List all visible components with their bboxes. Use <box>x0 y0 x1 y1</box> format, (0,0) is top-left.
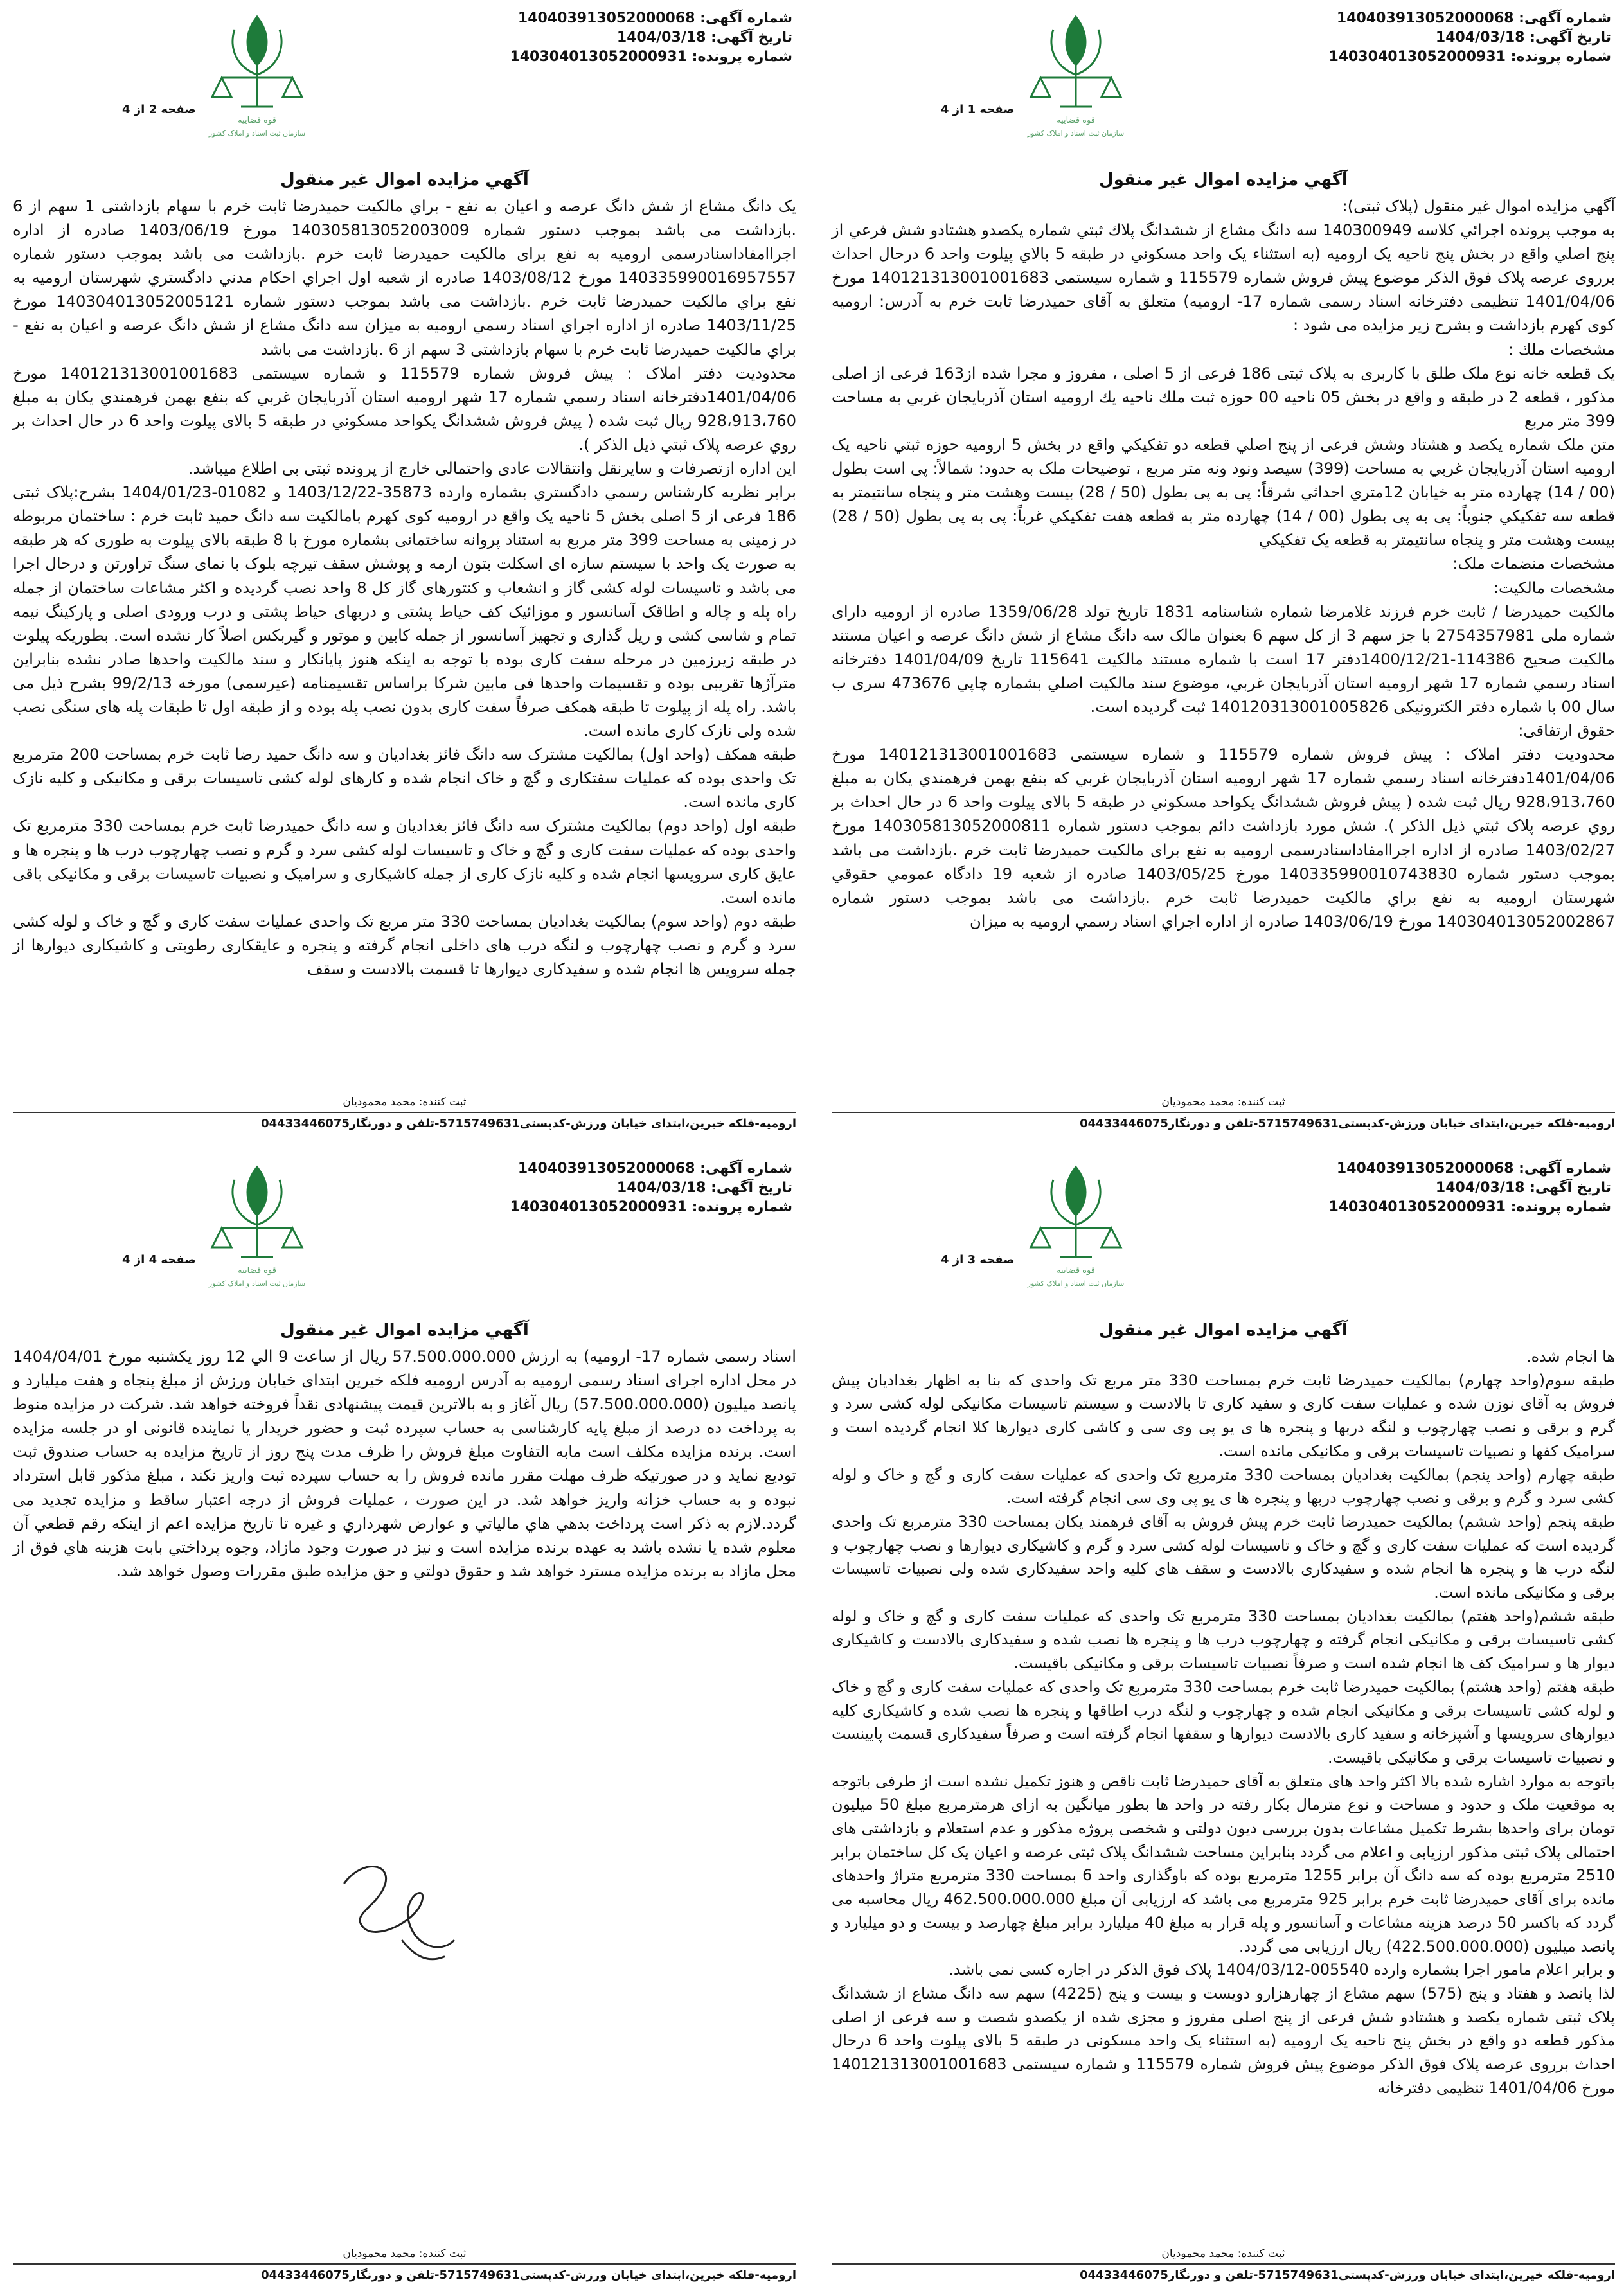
signer: ثبت کننده: محمد محموديان <box>343 2247 467 2260</box>
paragraph: مشخصات منضمات ملک: <box>1452 555 1615 573</box>
notice-title: آگهي مزايده اموال غير منقول <box>1099 170 1348 190</box>
paragraph: طبقه اول (واحد دوم) بمالکیت مشترک سه دانگ فائز بغدادیان و سه دانگ حمیدرضا ثابت خرم بمساحت 330 مترمربع تک واحدی بوده که عملیات سفت کاری و گچ و خاک و تاسیسات لوله کشی سرد و گرم و نصب چهارچوب درب ها و پنجره ها و عایق کاری سرویسها انجام شده و کلیه نازک کاری از جمله کاشیکاری و سرامیک و نصبیات تاسیسات برقی و مکانیکی باقی مانده است. <box>13 817 797 907</box>
office-address: ارومیه-فلکه خیرین،ابتدای خیابان ورزش-کدپستی5715749631-تلفن و دورنگار04433446075 <box>261 1117 796 1130</box>
paragraph: آگهي مزايده اموال غير منقول (پلاک ثبتی): <box>1342 197 1615 215</box>
notice-body <box>832 1345 1615 2100</box>
notice-page-3 <box>823 1150 1624 2289</box>
judiciary-emblem-icon <box>183 4 331 142</box>
svg-text:قوه قضاییه: قوه قضاییه <box>1057 116 1095 125</box>
page-number: صفحه 1 از 4 <box>941 103 1015 116</box>
paragraph: به موجب پرونده اجرائي کلاسه 140300949 سه دانگ مشاع از ششدانگ پلاك ثبتي شماره يكصدو هشتادو شش فرعي از پنج اصلي واقع در بخش پنج ناحيه يک اروميه (به استثناء يک واحد مسکوني در طبقه 5 بالاي پيلوت واحد 6 درحال احداث برروی عرصه پلاک فوق الذکر موضوع پیش فروش شماره 115579 و شماره سیستمی 140121313001001683 مورخ 1401/04/06 تنظیمی دفترخانه اسناد رسمی شماره 17- ارومیه) متعلق به آقای حمیدرضا ثابت خرم به آدرس: ارومیه کوی کهرم بازداشت و بشرح زیر مزایده می شود : <box>832 221 1616 335</box>
notice-page-2 <box>4 0 805 1137</box>
file-number: 140304013052000931 <box>1328 1199 1506 1215</box>
office-address: ارومیه-فلکه خیرین،ابتدای خیابان ورزش-کدپستی5715749631-تلفن و دورنگار04433446075 <box>261 2268 796 2282</box>
page-header <box>832 1150 1615 1321</box>
paragraph: طبقه چهارم (واحد پنجم) بمالکیت بغدادیان بمساحت 330 مترمربع تک واحدی که عملیات سفت کاری و گچ و خاک و لوله کشی سرد و گرم و برقی و نصب چهارچوب دربها و پنجره ها ی یو پی وی سی انجام گرفته است. <box>832 1465 1615 1508</box>
office-address: ارومیه-فلکه خیرین،ابتدای خیابان ورزش-کدپستی5715749631-تلفن و دورنگار04433446075 <box>1080 2268 1615 2282</box>
page-number: صفحه 3 از 4 <box>941 1253 1015 1267</box>
notice-body <box>13 1345 796 1583</box>
signer: ثبت کننده: محمد محموديان <box>1161 1096 1285 1109</box>
notice-date: 1404/03/18 <box>1435 1180 1525 1196</box>
notice-page-4 <box>4 1150 805 2289</box>
notice-number: 140403913052000068 <box>1336 10 1514 26</box>
handwritten-signature-icon <box>325 1844 473 1973</box>
paragraph: ها انجام شده. <box>1526 1348 1615 1366</box>
notice-meta: شماره آگهی: 140403913052000068 تاریخ آگهی: 1404/03/18 شماره پرونده: 140304013052000931 <box>510 10 792 65</box>
svg-text:قوه قضاییه: قوه قضاییه <box>1057 1266 1095 1276</box>
file-number: 140304013052000931 <box>1328 49 1506 65</box>
paragraph: طبقه سوم(واحد چهارم) بمالکیت حمیدرضا ثابت خرم بمساحت 330 متر مربع تک واحدی که بنا به اظهار بغدادیان پیش فروش به آقای نوزن شده و عملیات سفت کاری و سفید کاری تا بالادست و سیستم تاسیسات مکانیکی لوله کشی سرد و گرم و برقی و نصب چهارچوب و لنگه دربها و پنجره ها ی یو پی وی سی و کاشی کاری دیوارها کلا انجام گردیده است و سرامیک کفها و نصبیات تاسیسات برقی و مکانیکی مانده است. <box>832 1371 1615 1460</box>
paragraph: مالکيت حميدرضا / ثابت خرم فرزند غلامرضا شماره شناسنامه 1831 تاريخ تولد 1359/06/28 صادره از اروميه دارای شماره ملی 2754357981 با جز سهم 3 از کل سهم 6 بعنوان مالک سه دانگ مشاع از شش دانگ عرصه و اعيان مستند مالکيت صحيح 114386-1400/12/21دفتر 17 است با شماره مستند مالکيت 115641 تاريخ 1401/04/09 دفترخانه اسناد رسمي شماره 17 شهر اروميه استان آذربايجان غربي، موضوع سند مالکيت اصلي بشماره چاپي 473676 سری ب سال 00 با شماره دفتر الکترونيکی 140120313001005826 ثبت گرديده است. <box>832 602 1616 716</box>
paragraph: متن ملک شماره يکصد و هشتاد وشش فرعی از پنج اصلي قطعه دو تفکيکي واقع در بخش 5 اروميه حوزه ثبتي ناحيه يک اروميه استان آذربايجان غربي به مساحت (399) سيصد ونود ونه متر مربع ، توضيحات ملک به حدود: شمالاً: پی است بطول (00 / 14) چهارده متر به خيابان 12متري احداثي شرقاً: پی به پی بطول (50 / 28) بيست وهشت متر و پنجاه سانتيمتر به قطعه سه تفکيکي جنوباً: پی به پی بطول (00 / 14) چهارده متر به قطعه هفت تفکيکي غرباً: پی به پی بطول (50 / 28) بيست وهشت متر و پنجاه سانتيمتر به قطعه يک تفکيکي <box>832 435 1616 549</box>
paragraph: طبقه ششم(واحد هفتم) بمالکیت بغدادیان بمساحت 330 مترمربع تک واحدی که عملیات سفت کاری و گچ و خاک و لوله کشی تاسیسات برقی و مکانیکی انجام گرفته و چهارچوب درب ها و پنجره ها نصب شده و سفیدکاری بالادست و کاشیکاری دیوار ها و سرامیک کف ها انجام شده است و صرفاً نصبیات تاسیسات برقی و مکانیکی باقیست. <box>832 1607 1615 1673</box>
notice-title: آگهي مزايده اموال غير منقول <box>1099 1321 1348 1340</box>
notice-body <box>13 195 796 981</box>
page-number: صفحه 4 از 4 <box>122 1253 196 1267</box>
svg-text:سازمان ثبت اسناد و املاک کشور: سازمان ثبت اسناد و املاک کشور <box>1027 129 1125 138</box>
paragraph: محدوديت دفتر املاک : پيش فروش شماره 115579 و شماره سيستمی 140121313001001683 مورخ 1401/04/06دفترخانه اسناد رسمي شماره 17 شهر اروميه استان آذربايجان غربي كه بنفع بهمن فرهمندي يكان به مبلغ 928،913،760 ريال ثبت شده ( پيش فروش ششدانگ يکواحد مسکوني در طبقه 5 بالای پيلوت واحد 6 در حال احداث بر روي عرصه پلاک ثبتي ذيل الذکر ). شش مورد بازداشت دائم بموجب دستور شماره 140305813052000811 مورخ 1403/02/27 صادره از اداره اجراامفاداسنادرسمی اروميه به نفع برای مالکيت حميدرضا ثابت خرم .بازداشت می باشد بموجب دستور شماره 140335990010743830 مورخ 1403/05/25 صادره از شعبه 19 دادگاه عمومي حقوقي شهرستان اروميه به نفع براي مالکيت حميدرضا ثابت خرم .بازداشت می باشد بموجب دستور شماره 140304013052002867 مورخ 1403/06/19 صادره از اداره اجراي اسناد رسمي اروميه به ميزان <box>832 745 1616 931</box>
notice-number: 140403913052000068 <box>517 10 695 26</box>
paragraph: يک دانگ مشاع از شش دانگ عرصه و اعيان به نفع - براي مالکيت حميدرضا ثابت خرم با سهام بازداشتی 1 سهم از 6 .بازداشت می باشد بموجب دستور شماره 140305813052003009 مورخ 1403/06/19 صادره از اداره اجراامفاداسنادرسمی اروميه به نفع برای مالکيت حميدرضا ثابت خرم .بازداشت می باشد بموجب دستور شماره 140335990016957557 مورخ 1403/08/12 صادره از شعبه اول اجراي احکام مدني دادگستري شهرستان اروميه به نفع براي مالکيت حميدرضا ثابت خرم .بازداشت می باشد بموجب دستور شماره 140304013052005121 مورخ 1403/11/25 صادره از اداره اجراي اسناد رسمي اروميه به ميزان سه دانگ مشاع از شش دانگ عرصه و اعيان به نفع - براي مالکيت حميدرضا ثابت خرم با سهام بازداشتی 3 سهم از 6 .بازداشت می باشد <box>13 197 797 359</box>
judiciary-emblem-icon <box>1002 1154 1150 1292</box>
notice-number: 140403913052000068 <box>517 1161 695 1177</box>
svg-text:قوه قضاییه: قوه قضاییه <box>238 1266 276 1276</box>
file-number: 140304013052000931 <box>510 1199 687 1215</box>
footer-divider <box>13 1112 796 1113</box>
footer-divider <box>832 2263 1615 2265</box>
notice-page-1 <box>823 0 1624 1137</box>
signer: ثبت کننده: محمد محموديان <box>1161 2247 1285 2260</box>
notice-date: 1404/03/18 <box>1435 30 1525 46</box>
paragraph: مشخصات ملك : <box>1508 340 1615 359</box>
footer-divider <box>13 2263 796 2265</box>
paragraph: طبقه همکف (واحد اول) بمالکیت مشترک سه دانگ فائز بغدادیان و سه دانگ حمید رضا ثابت خرم بمساحت 200 مترمربع تک واحدی بوده که عملیات سفتکاری و گچ و خاک انجام شده و کارهای لوله کشی تاسیسات برقی و مکانیکی و کلیه نازک کاری مانده است. <box>13 745 796 812</box>
signer: ثبت کننده: محمد محموديان <box>343 1096 467 1109</box>
page-header <box>13 0 796 170</box>
paragraph: برابر نظریه کارشناس رسمي دادگستري بشماره وارده 35873-1403/12/22 و 01082-1404/01/23 بشرح:پلاک ثبتی 186 فرعی از 5 اصلی بخش 5 ناحیه یک واقع در ارومیه کوی کهرم بامالکیت سه دانگ حمید ثابت خرم : ساختمان مربوطه در زمینی به مساحت 399 متر مربع به استناد پروانه ساختمانی بشماره مورخ با 8 طبقه بالای پیلوت به طوری که هر طبقه به صورت یک واحد با سیستم سازه ای اسکلت بتون ارمه و پوشش سقف تیرچه بلوک با نمای سنگ تراورتن و درحال اجرا می باشد و تاسیسات لوله کشی گاز و انشعاب و کنتورهای گاز کل 8 واحد نصب گردیده و اکثر مشاعات ساختمان از جمله راه پله و چاله و اطاقک آسانسور و موزائیک کف حیاط پشتی و دربهای حیاط پشتی و درب ورودی اصلی و پارکینگ نیمه تمام و شاسی کشی و ریل گذاری و تجهیز آسانسور از جمله کابین و موتور و گیربکس اصلاً کار نشده است. بطوریکه پیلوت در طبقه زیرزمین در مرحله سفت کاری بوده با توجه به اینکه هنوز پایانکار و سند مالکیت واحدها صادر نشده بنابراین مترآژها تقریبی بوده و تقسیمات واحدها فی مابین شرکا براساس تقسیمنامه (عیرسمی) مورخه 99/2/13 بشرح ذیل می باشد. راه پله از پیلوت تا طبقه همکف صرفاً سفت کاری بدون نصب پله بوده و از طبقه اول تا طبقات پله های سنگی نصب شده ولی نازک کاری مانده است. <box>13 483 796 740</box>
notice-meta: شماره آگهی: 140403913052000068 تاریخ آگهی: 1404/03/18 شماره پرونده: 140304013052000931 <box>1328 1161 1611 1215</box>
paragraph: اسناد رسمی شماره 17- ارومیه) به ارزش 57.500.000.000 ریال از ساعت 9 الي 12 روز يکشنبه مورخ 1404/04/01 در محل اداره اجرای اسناد رسمی ارومیه به آدرس ارومیه فلکه خیرین ابتدای خیابان ورزش از مبلغ پنجاه و هفت ميليارد و پانصد ميليون (57.500.000.000) ريال آغاز و به بالاترين قيمت پيشنهادی نقداً فروخته خواهد شد. شرکت در مزایده منوط به پرداخت ده درصد از مبلغ پایه کارشناسی به حساب سپرده ثبت و حضور خریدار یا نماینده قانونی او در جلسه مزایده است. برنده مزایده مکلف است مابه التفاوت مبلغ فروش را ظرف مدت پنج روز از تاریخ مزایده به حساب صندوق ثبت تودیع نماید و در صورتیکه ظرف مهلت مقرر مانده فروش را به حساب سپرده ثبت واریز نکند ، مبلغ مذکور قابل استرداد نبوده و به حساب خزانه واریز خواهد شد. در این صورت ، عملیات فروش از درجه اعتبار ساقط و مزایده تجدید می گردد.لازم به ذکر است پرداخت بدهي هاي مالياتي و عوارض شهرداري و غيره تا تاريخ مزايده اعم از اينکه رقم قطعي آن معلوم شده يا نشده باشد به عهده برنده مزايده است و نيز در صورت وجود مازاد، وجوه پرداختي بابت هزينه هاي فوق از محل مازاد به برنده مزايده مسترد خواهد شد و حقوق دولتي و حق مزايده طبق مقررات وصول خواهد شد. <box>13 1348 797 1580</box>
paragraph: مشخصات مالکيت: <box>1493 578 1615 597</box>
notice-meta: شماره آگهی: 140403913052000068 تاریخ آگهی: 1404/03/18 شماره پرونده: 140304013052000931 <box>1328 10 1611 65</box>
svg-text:سازمان ثبت اسناد و املاک کشور: سازمان ثبت اسناد و املاک کشور <box>1027 1279 1125 1288</box>
page-header <box>13 1150 796 1321</box>
page-footer <box>13 1094 796 1132</box>
judiciary-emblem-icon <box>1002 4 1150 142</box>
notice-body <box>832 195 1615 934</box>
notice-date: 1404/03/18 <box>616 1180 706 1196</box>
file-number: 140304013052000931 <box>510 49 687 65</box>
office-address: ارومیه-فلکه خیرین،ابتدای خیابان ورزش-کدپستی5715749631-تلفن و دورنگار04433446075 <box>1080 1117 1615 1130</box>
notice-number: 140403913052000068 <box>1336 1161 1514 1177</box>
page-number: صفحه 2 از 4 <box>122 103 196 116</box>
notice-meta: شماره آگهی: 140403913052000068 تاریخ آگهی: 1404/03/18 شماره پرونده: 140304013052000931 <box>510 1161 792 1215</box>
paragraph: حقوق ارتفاقی: <box>1518 722 1615 740</box>
notice-date: 1404/03/18 <box>616 30 706 46</box>
footer-divider <box>832 1112 1615 1113</box>
paragraph: طبقه هفتم (واحد هشتم) بمالکیت حمیدرضا ثابت خرم بمساحت 330 مترمربع تک واحدی که عملیات سفت کاری و گچ و خاک و لوله کشی تاسیسات برقی و مکانیکی انجام شده و چهارچوب و لنگه درب اطاقها و پنجره ها نصب شده و کاشیکاری کلیه دیوارهای سرویسها و آشپزخانه و سفید کاری بالادست دیوارها و سقفها انجام گرفته است و صرفاً سفیدکاری قسمت پایینست و نصبیات تاسیسات برقی و مکانیکی باقیست. <box>832 1677 1615 1767</box>
paragraph: طبقه دوم (واحد سوم) بمالکیت بغدادیان بمساحت 330 متر مربع تک واحدی عملیات سفت کاری و گچ و خاک و لوله کشی سرد و گرم و نصب چهارچوب و لنگه درب های داخلی انجام گرفته و پنجره و عایقکاری رطوبتی و کاشیکاری دیوارها از جمله سرویس ها انجام شده و سفیدکاری دیوارها تا قسمت بالادست و سقف <box>13 912 796 978</box>
svg-text:قوه قضاییه: قوه قضاییه <box>238 116 276 125</box>
notice-title: آگهي مزايده اموال غير منقول <box>280 170 529 190</box>
svg-text:سازمان ثبت اسناد و املاک کشور: سازمان ثبت اسناد و املاک کشور <box>208 1279 306 1288</box>
paragraph: طبقه پنجم (واحد ششم) بمالکیت حمیدرضا ثابت خرم پیش فروش به آقای فرهمند یکان بمساحت 330 مترمربع تک واحدی گردیده است که عملیات سفت کاری و گچ و خاک و تاسیسات لوله کشی سرد و گرم و کاشیکاری دیوارها و نصب چهارچوب و لنگه درب ها و پنجره ها انجام شده و سفیدکاری بالادست و سقف های کلیه واحد سفیدکاری شده ولی نصبیات تاسیسات برقی و مکانیکی مانده است. <box>832 1512 1615 1602</box>
svg-text:سازمان ثبت اسناد و املاک کشور: سازمان ثبت اسناد و املاک کشور <box>208 129 306 138</box>
notice-title: آگهي مزايده اموال غير منقول <box>280 1321 529 1340</box>
page-footer <box>13 2245 796 2284</box>
paragraph: این اداره ازتصرفات و سایرنقل وانتقالات عادی واحتمالی خارج از پرونده ثبتی بی اطلاع میباشد. <box>188 459 796 478</box>
page-footer <box>832 1094 1615 1132</box>
page-footer <box>832 2245 1615 2284</box>
paragraph: لذا پانصد و هفتاد و پنج (575) سهم مشاع از چهارهزارو دویست و بیست و پنج (4225) سهم سه دانگ مشاع از ششدانگ پلاک ثبتی شماره یکصد و هشتادو شش فرعی از پنج اصلی مفروز و مجزی شده از یکصدو شصت و سه فرعی از اصلی مذکور قطعه دو واقع در بخش پنج ناحیه یک ارومیه (به استثناء یک واحد مسکونی در طبقه 5 بالای پیلوت واحد 6 درحال احداث برروی عرصه پلاک فوق الذکر موضوع پیش فروش شماره 115579 و شماره سیستمی 140121313001001683 مورخ 1401/04/06 تنظیمی دفترخانه <box>832 1984 1616 2097</box>
judiciary-emblem-icon <box>183 1154 331 1292</box>
paragraph: يک قطعه خانه نوع ملک طلق با کاربری به پلاک ثبتی 186 فرعی از 5 اصلی ، مفروز و مجرا شده از163 فرعی از اصلی مذکور ، قطعه 2 در طبقه و واقع در بخش 05 ناحیه 00 حوزه ثبت ملك ناحيه يك اروميه استان آذربايجان غربي به مساحت 399 متر مربع <box>832 364 1615 430</box>
paragraph: و برابر اعلام مامور اجرا بشماره وارده 005540-1404/03/12 پلاک فوق الذکر در اجاره کسی نمی باشد. <box>949 1961 1615 1979</box>
paragraph: باتوجه به موارد اشاره شده بالا اکثر واحد های متعلق به آقای حمیدرضا ثابت ناقص و هنوز تکمیل نشده است از طرفی باتوجه به موقعیت ملک و حدود و مساحت و نوع مترمال بکار رفته در واحد ها بطور میانگین به ازای هرمترمربع مبلغ 50 میلیون تومان برای واحدها بشرط تکمیل مشاعات بدون بررسی دیون دولتی و شخصی پروژه مذکور و عدم استعلام و بازداشتی های احتمالی پلاک ثبتی مذکور ارزیابی و اعلام می گردد بنابراین مساحت ششدانگ پلاک ثبتی عرصه و اعیان یک کل ساختمان برابر 2510 مترمربع بوده که سه دانگ آن برابر 1255 مترمربع بوده که باوگذاری واحد 6 بمساحت 330 مترمربع متراژ واحدهای مانده برای آقای حمیدرضا ثابت خرم برابر 925 مترمربع می باشد که ارزیابی آن مبلغ 462.500.000.000 ريال محاسبه می گردد که باکسر 50 درصد هزینه مشاعات و آسانسور و پله قرار به مبلغ 40 میلیارد برابر مبلغ چهارصد و بیست و دو میلیارد و پانصد میلیون (422.500.000.000) ريال ارزیابی می گردد. <box>832 1772 1616 1955</box>
paragraph: محدوديت دفتر املاک : پيش فروش شماره 115579 و شماره سيستمی 140121313001001683 مورخ 1401/04/06دفترخانه اسناد رسمي شماره 17 شهر اروميه استان آذربايجان غربي كه بنفع بهمن فرهمندي يكان به مبلغ 928،913،760 ريال ثبت شده ( پيش فروش ششدانگ يکواحد مسکوني در طبقه 5 بالای پيلوت واحد 6 در حال احداث بر روي عرصه پلاک ثبتي ذيل الذکر ). <box>13 364 797 454</box>
page-header <box>832 0 1615 170</box>
